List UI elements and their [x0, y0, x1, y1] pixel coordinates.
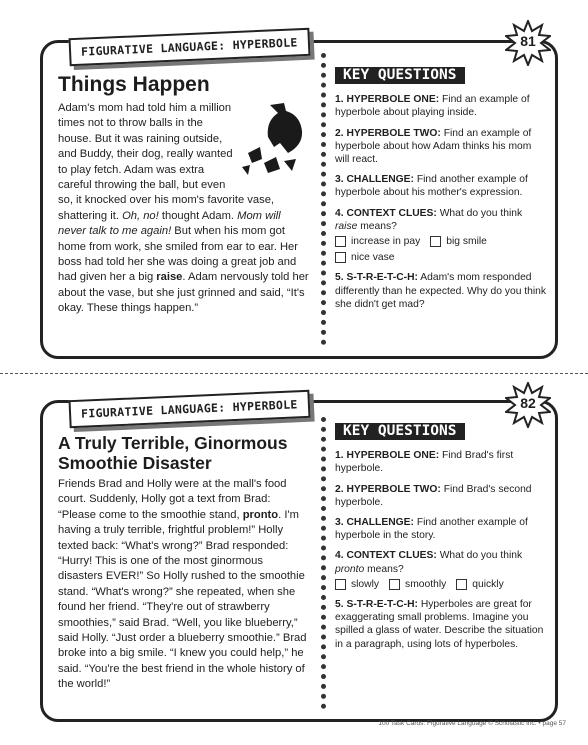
question-label: 2. HYPERBOLE TWO: — [335, 127, 441, 139]
card-number-burst — [505, 20, 551, 66]
answer-options — [335, 235, 547, 264]
key-questions — [335, 423, 547, 658]
story-segment: Adam's mom had told him a million times not to throw balls in the house. But it was raining outside, and Buddy, their dog, really wanted to play fetch. Adam was extra careful throwing the ball, but even so, it knocked over his mom's favorite vase, shattering it. — [58, 102, 275, 222]
story-title: A Truly Terrible, Ginormous Smoothie Disaster — [58, 433, 288, 473]
question-label: 5. S-T-R-E-T-C-H: — [335, 272, 418, 284]
story-segment: . Adam nervously told her about the vase, but she just grinned and said, “It's okay. These things happen.” — [58, 271, 309, 315]
question-item — [335, 549, 547, 591]
answer-option[interactable] — [335, 578, 379, 591]
option-label: nice vase — [351, 252, 395, 264]
story-section — [58, 433, 310, 693]
story-segment: thought Adam. — [158, 209, 238, 222]
question-text: Find another example of hyperbole in the story. — [335, 517, 528, 542]
cut-line — [0, 373, 588, 374]
story-thought: Oh, no! — [122, 209, 159, 222]
checkbox[interactable] — [335, 236, 346, 247]
card-number: 82 — [520, 395, 536, 411]
question-text: Find Brad's first hyperbole. — [335, 450, 514, 475]
question-text: What do you think — [436, 550, 523, 562]
checkbox[interactable] — [430, 236, 441, 247]
card-category-tag: FIGURATIVE LANGUAGE: HYPERBOLE — [69, 390, 311, 428]
question-text: Adam's mom responded differently than he expected. Why do you think she didn't get mad? — [335, 272, 547, 310]
page-footer: 100 Task Cards: Figurative Language © Scholastic Inc. • page 57 — [378, 720, 566, 727]
story-section — [58, 73, 310, 317]
card-divider — [321, 417, 326, 709]
checkbox[interactable] — [335, 252, 346, 263]
story-segment: Friends Brad and Holly were at the mall's food court. Suddenly, Holly got a text from Brad: “Please come to the smoothie stand, — [58, 478, 287, 521]
card-category-tag: FIGURATIVE LANGUAGE: HYPERBOLE — [69, 28, 311, 66]
question-label: 2. HYPERBOLE TWO: — [335, 483, 441, 495]
option-label: smoothly — [405, 578, 447, 590]
question-item — [335, 173, 547, 199]
question-item — [335, 483, 547, 509]
answer-option[interactable] — [335, 251, 395, 264]
answer-option[interactable] — [389, 578, 446, 591]
answer-option[interactable] — [456, 578, 503, 591]
question-text: means? — [357, 220, 397, 232]
checkbox[interactable] — [335, 579, 346, 590]
option-label: big smile — [446, 236, 487, 248]
question-label: 3. CHALLENGE: — [335, 517, 414, 529]
question-label: 4. CONTEXT CLUES: — [335, 207, 437, 219]
question-text: Find Brad's second hyperbole. — [335, 483, 532, 508]
question-text: Find another example of hyperbole about his mother's expression. — [335, 174, 528, 199]
card-divider — [321, 53, 326, 345]
story-segment: But when his mom got home from work, she smiled from ear to ear. Her boss had told her she was doing a great job and had given her a big — [58, 225, 298, 284]
vocab-word: raise — [335, 220, 358, 232]
key-questions — [335, 67, 547, 318]
question-label: 1. HYPERBOLE ONE: — [335, 450, 440, 462]
question-label: 1. HYPERBOLE ONE: — [335, 94, 440, 106]
story-text — [58, 101, 310, 317]
vocab-word: raise — [156, 271, 183, 284]
question-label: 3. CHALLENGE: — [335, 174, 414, 186]
question-text: Find an example of hyperbole about how Adam thinks his mom will react. — [335, 127, 532, 166]
vocab-word: pronto — [242, 508, 279, 521]
story-title: Things Happen — [58, 73, 210, 96]
option-label: increase in pay — [351, 236, 421, 248]
key-questions-heading: KEY QUESTIONS — [335, 67, 465, 84]
question-item — [335, 207, 547, 265]
story-thought: Mom will never talk to me again! — [58, 209, 281, 238]
checkbox[interactable] — [389, 579, 400, 590]
question-item — [335, 449, 547, 475]
key-questions-heading: KEY QUESTIONS — [335, 423, 465, 440]
question-item — [335, 598, 547, 651]
answer-option[interactable] — [430, 235, 487, 248]
question-text: means? — [364, 563, 404, 575]
story-text — [58, 477, 310, 693]
option-label: quickly — [472, 578, 504, 590]
answer-options — [335, 578, 547, 591]
checkbox[interactable] — [456, 579, 467, 590]
question-item — [335, 271, 547, 311]
question-list — [335, 93, 547, 311]
question-item — [335, 516, 547, 542]
question-text: What do you think — [436, 207, 523, 219]
question-label: 4. CONTEXT CLUES: — [335, 550, 437, 562]
story-body — [58, 478, 307, 690]
vocab-word: pronto — [335, 563, 365, 575]
question-label: 5. S-T-R-E-T-C-H: — [335, 599, 418, 611]
question-list — [335, 449, 547, 651]
task-card-81 — [40, 35, 558, 359]
broken-vase-icon — [240, 101, 310, 181]
option-label: slowly — [351, 578, 380, 590]
answer-option[interactable] — [335, 235, 420, 248]
story-segment: . I'm having a truly terrible, frightful problem!” Holly texted back: “What's wrong?” Brad responded: “Hurry! This is one of the most ginormous disasters EVER!” So Holly rushed to the smoothie stand. “What's wrong?” she repeated, when she found her friend. “They're out of strawberry smoothies,” said Brad. “Well, you like blueberry,” said Holly. “Just order a blueberry smoothie.” Brad broke into a big smile. “I knew you could help,” he said. “You're the best friend in the whole history of the world!” — [58, 508, 307, 691]
question-text: Hyperboles are great for exaggerating small problems. Imagine you spilled a glass of water. Describe the situation in a paragraph, using lots of hyperboles. — [335, 599, 544, 650]
question-item — [335, 127, 547, 167]
card-number: 81 — [520, 33, 536, 49]
question-text: Find an example of hyperbole about playing inside. — [335, 94, 530, 119]
card-number-burst — [505, 382, 551, 428]
task-card-82 — [40, 397, 558, 722]
question-item — [335, 93, 547, 119]
